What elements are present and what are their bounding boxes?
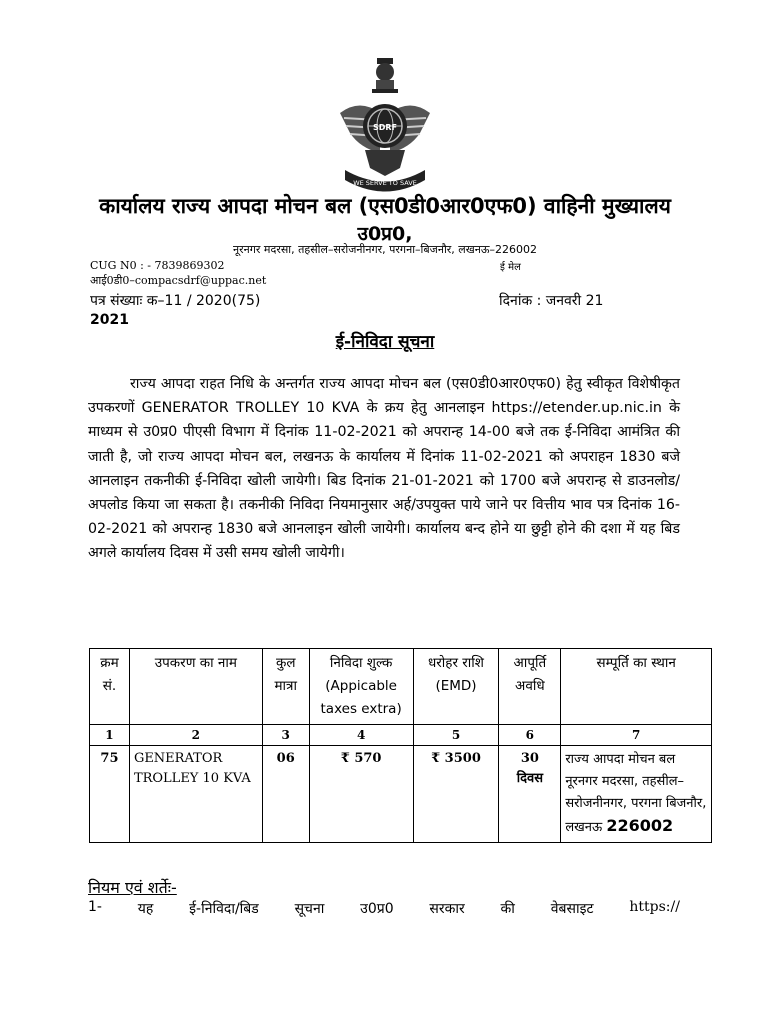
col-num: 4 [309, 725, 413, 746]
rule-word: की [500, 901, 515, 917]
rule-word: वेबसाइट [550, 901, 594, 917]
cell-item: GENERATOR TROLLEY 10 KVA [129, 746, 262, 843]
col-num: 1 [90, 725, 130, 746]
col-num: 3 [262, 725, 309, 746]
notice-paragraph: राज्य आपदा राहत निधि के अन्तर्गत राज्य आपदा मोचन बल (एस0डी0आर0एफ0) हेतु स्वीकृत विशेषीकृत उपकरणों GENERATOR TROLLEY 10 KVA के क्रय हेतु आनलाइन https://etender.up.nic.in के माध्यम से उ0प्र0 पीएसी विभाग में दिनांक 11-02-2021 को अपरान्ह 14-00 बजे तक ई-निविदा आमंत्रित की जाती है, जो राज्य आपदा मोचन बल, लखनऊ के कार्यालय में दिनांक 11-02-2021 को अपराहन 1830 बजे आनलाइन तकनीकी ई-निविदा खोली जायेगी। बिड दिनांक 21-01-2021 को 1700 बजे अपरान्ह से डाउनलोड/अपलोड किया जा सकता है। तकनीकी निविदा नियमानुसार अर्ह/उपयुक्त पाये जाने पर वित्तीय भाव पत्र दिनांक 16-02-2021 को अपरान्ह 1830 बजे आनलाइन खोली जायेगी। कार्यालय बन्द होने या छुट्टी होने की दशा में यह बिड अगले कार्यालय दिवस में उसी समय खोली जायेगी। [88, 376, 680, 562]
sdrf-emblem-logo [330, 58, 440, 193]
header-emd: धरोहर राशि (EMD) [413, 649, 499, 725]
period-number: 30 [520, 751, 539, 766]
rule-word: ई-निविदा/बिड [189, 901, 259, 917]
period-unit: दिवस [516, 771, 543, 786]
rules-heading: नियम एवं शर्तेः- [88, 878, 177, 897]
cug-number: CUG N0 : - 7839869302 [90, 259, 225, 272]
header-sno: क्रम सं. [90, 649, 130, 725]
notice-body [88, 372, 680, 566]
header-place: सम्पूर्ति का स्थान [561, 649, 712, 725]
rule-word: https:// [629, 899, 680, 915]
rule-word: सरकार [429, 901, 465, 917]
rule-word: 1- [88, 899, 102, 915]
col-num: 6 [499, 725, 561, 746]
email-label: ई मेल [500, 262, 521, 273]
rule-word: उ0प्र0 [360, 901, 394, 917]
col-num: 7 [561, 725, 712, 746]
header-fee: निविदा शुल्क (Appicable taxes extra) [309, 649, 413, 725]
office-name-line1: कार्यालय राज्य आपदा मोचन बल (एस0डी0आर0एफ0) वाहिनी मुख्यालय [99, 194, 671, 218]
letter-number: पत्र संख्याः क–11 / 2020(75) [90, 293, 261, 309]
rule-1 [88, 899, 680, 918]
table-row [90, 746, 712, 843]
logo-motto: WE SERVE TO SAVE [353, 179, 417, 187]
notice-title: ई-निविदा सूचना [335, 332, 435, 352]
col-num: 2 [129, 725, 262, 746]
letter-year: 2021 [90, 312, 129, 328]
tender-table [89, 648, 712, 843]
cell-sno: 75 [90, 746, 130, 843]
rule-word: यह [137, 901, 154, 917]
email-address: आई0डी0–compacsdrf@uppac.net [90, 274, 267, 287]
cell-period [499, 746, 561, 843]
table-number-row [90, 725, 712, 746]
cell-emd: ₹ 3500 [413, 746, 499, 843]
logo-abbr: SDRF [372, 123, 398, 132]
office-address: नूरनगर मदरसा, तहसील–सरोजनीनगर, परगना–बिजनौर, लखनऊ–226002 [233, 243, 537, 256]
office-name-line2: उ0प्र0, [357, 223, 413, 245]
cell-qty: 06 [262, 746, 309, 843]
col-num: 5 [413, 725, 499, 746]
cell-fee: ₹ 570 [309, 746, 413, 843]
place-pin: 226002 [606, 816, 674, 835]
rule-word: सूचना [294, 901, 325, 917]
header-qty: कुल मात्रा [262, 649, 309, 725]
table-header-row [90, 649, 712, 725]
place-text: राज्य आपदा मोचन बल नूरनगर मदरसा, तहसील–सरोजनीनगर, परगना बिजनौर, लखनऊ [565, 752, 707, 835]
header-item: उपकरण का नाम [129, 649, 262, 725]
cell-place [561, 746, 712, 843]
header-period: आपूर्ति अवधि [499, 649, 561, 725]
letter-date: दिनांक : जनवरी 21 [499, 293, 604, 309]
